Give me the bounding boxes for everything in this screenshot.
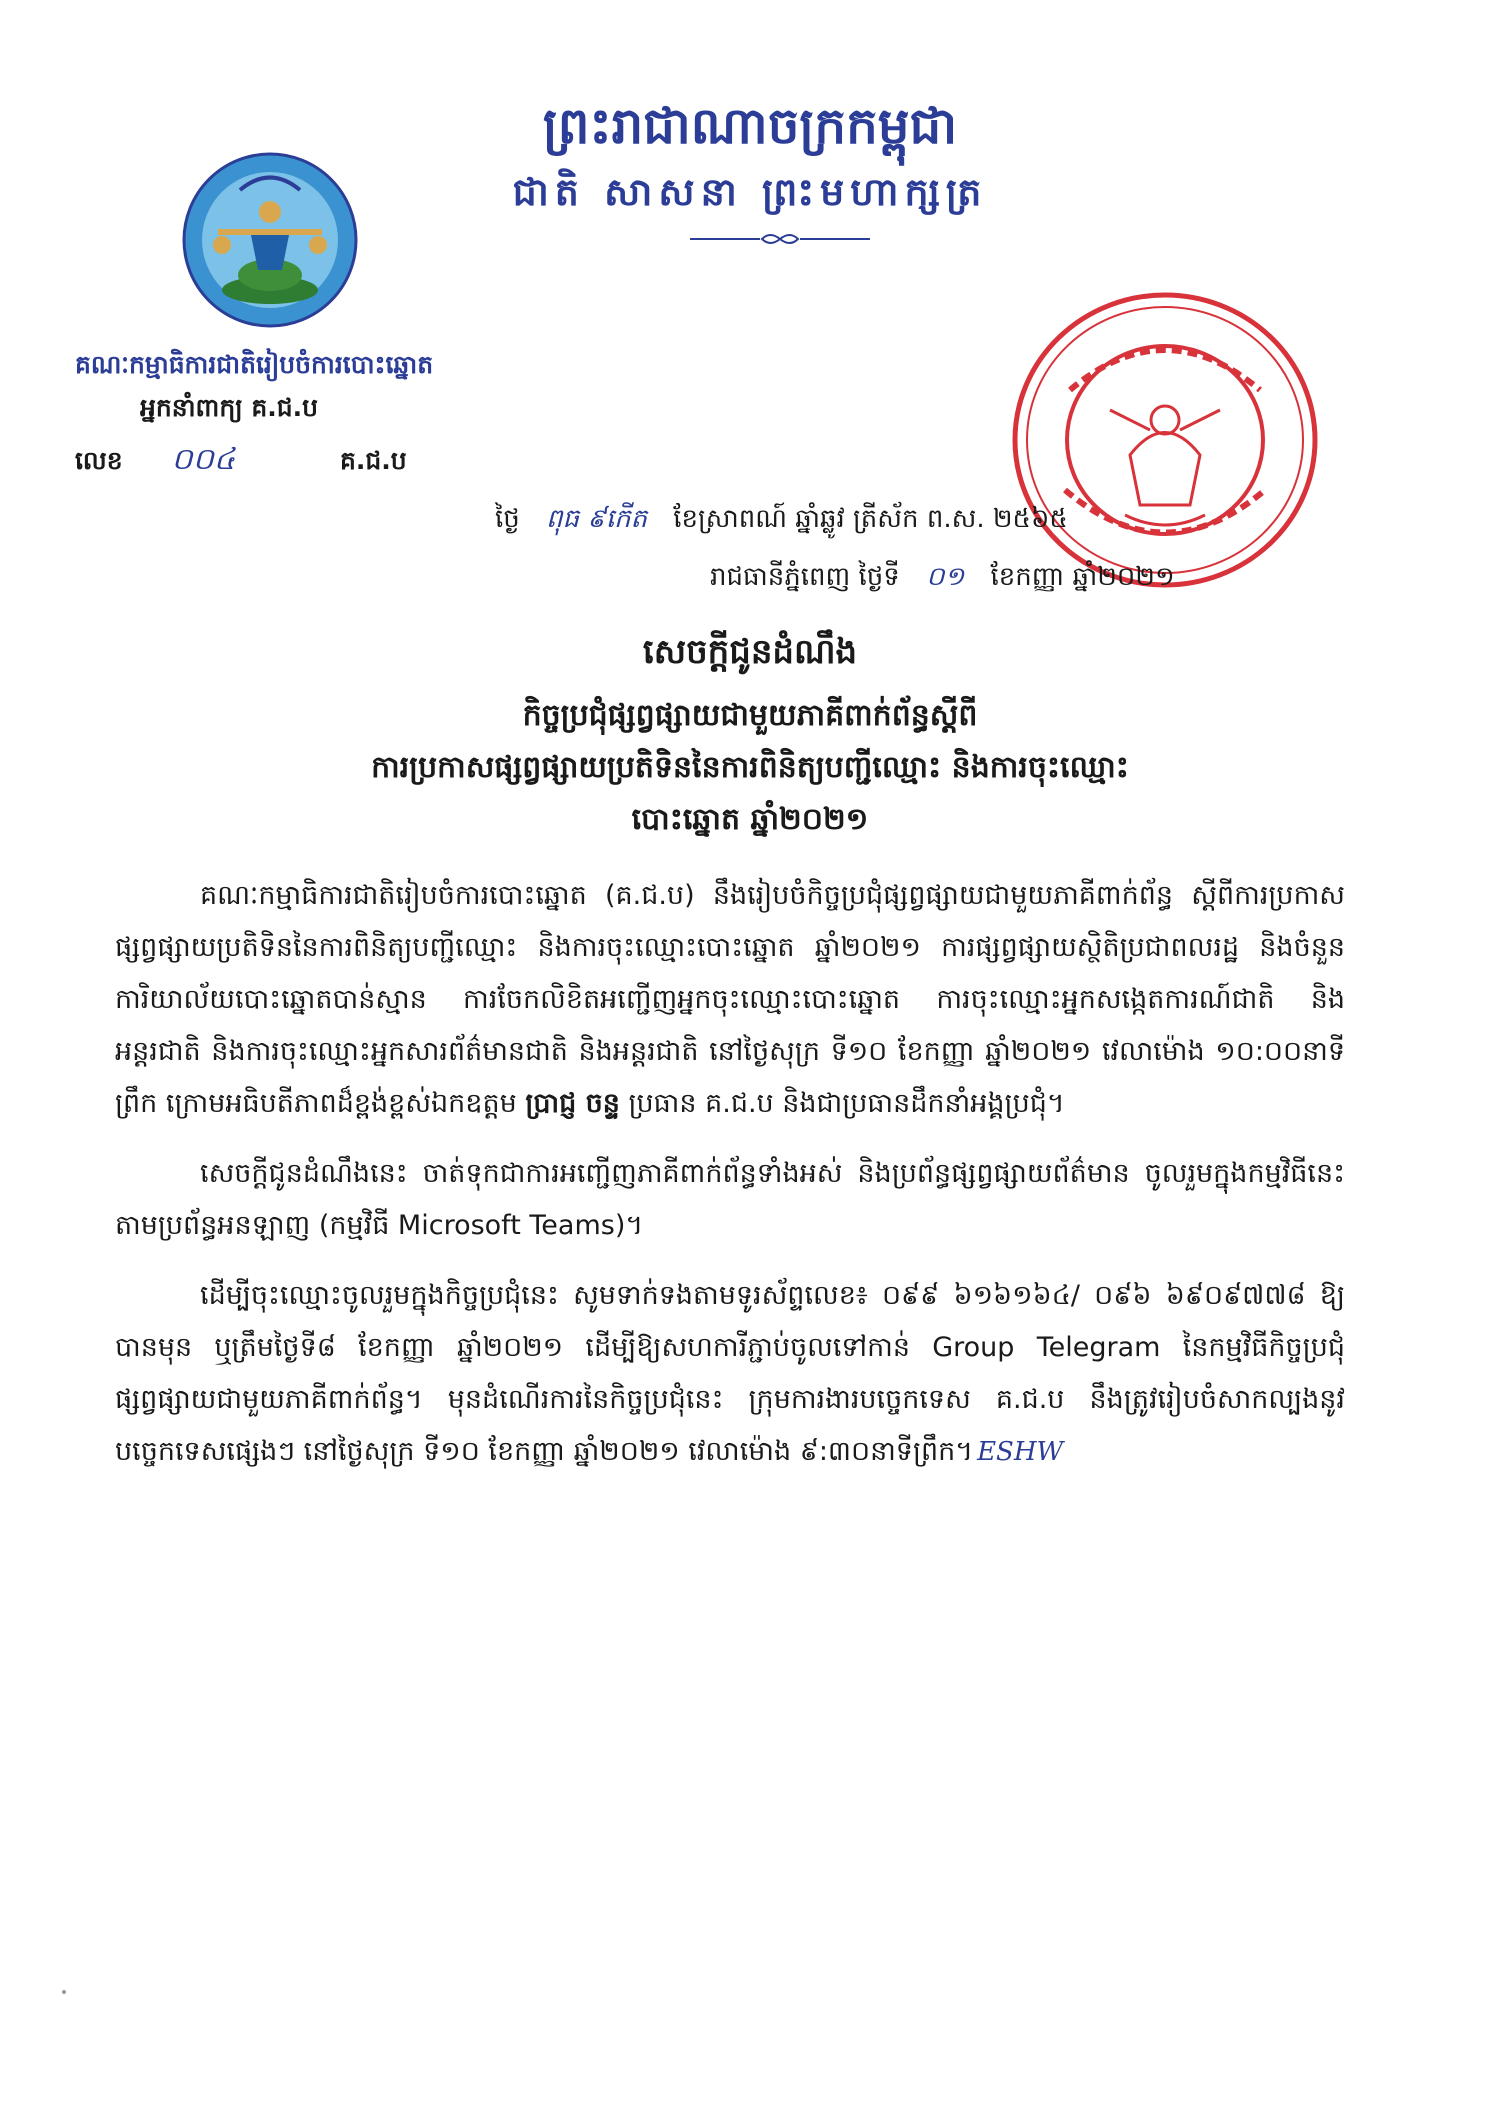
p1-text-end: ប្រធាន គ.ជ.ប និងជាប្រធានដឹកនាំអង្គប្រជុំ។ <box>628 1088 1065 1119</box>
document-body <box>115 870 1345 1496</box>
ornamental-divider-icon <box>690 230 870 248</box>
document-number-row <box>75 440 407 484</box>
lunar-handwritten-day: ពុធ ៩កើត <box>546 504 647 534</box>
subtitle-line-1: កិច្ចប្រជុំផ្សព្វផ្សាយជាមួយភាគីពាក់ព័ន្ធស្តីពី <box>522 698 978 733</box>
national-motto: ជាតិ សាសនា ព្រះមហាក្សត្រ <box>512 170 988 214</box>
document-number: ០០៤ <box>171 442 236 477</box>
handwritten-initials: ESHW <box>977 1437 1064 1467</box>
solar-handwritten-day: ០១ <box>926 562 965 592</box>
p1-text: គណៈកម្មាធិការជាតិរៀបចំការបោះឆ្នោត (គ.ជ.ប) នឹងរៀបចំកិច្ចប្រជុំផ្សព្វផ្សាយជាមួយភាគីពាក់ព័ន្ធ ស្តីពីការប្រកាសផ្សព្វផ្សាយប្រតិទិននៃការពិនិត្យបញ្ជីឈ្មោះ និងការចុះឈ្មោះបោះឆ្នោត ឆ្នាំ២០២១ ការផ្សព្វផ្សាយស្ថិតិប្រជាពលរដ្ឋ និងចំនួនការិយាល័យបោះឆ្នោតបាន់ស្មាន ការចែកលិខិតអញ្ជើញអ្នកចុះឈ្មោះបោះឆ្នោត ការចុះឈ្មោះអ្នកសង្កេតការណ៍ជាតិ និងអន្តរជាតិ និងការចុះឈ្មោះអ្នកសារព័ត៌មានជាតិ និងអន្តរជាតិ នៅថ្ងៃសុក្រ ទី១០ ខែកញ្ញា ឆ្នាំ២០២១ វេលាម៉ោង ១០:០០នាទីព្រឹក ក្រោមអធិបតីភាពដ៏ខ្ពង់ខ្ពស់ឯកឧត្តម <box>115 880 1345 1119</box>
body-paragraph-1 <box>115 870 1345 1130</box>
solar-prefix: រាជធានីភ្នំពេញ ថ្ងៃទី <box>710 562 900 592</box>
p3-text: ដើម្បីចុះឈ្មោះចូលរួមក្នុងកិច្ចប្រជុំនេះ សូមទាក់ទងតាមទូរស័ព្ទលេខ៖ ០៩៩ ៦១៦១៦៤/ ០៩៦ ៦៩០៩៧៧៨ ឱ្យបានមុន ឬត្រឹមថ្ងៃទី៨ ខែកញ្ញា ឆ្នាំ២០២១ ដើម្បីឱ្យសហការីភ្ជាប់ចូលទៅកាន់ Group Telegram នៃកម្មវិធីកិច្ចប្រជុំផ្សព្វផ្សាយជាមួយភាគីពាក់ព័ន្ធ។ មុនដំណើរការនៃកិច្ចប្រជុំនេះ ក្រុមការងារបច្ចេកទេស គ.ជ.ប នឹងត្រូវរៀបចំសាកល្បងនូវបច្ចេកទេសផ្សេងៗ នៅថ្ងៃសុក្រ ទី១០ ខែកញ្ញា ឆ្នាំ២០២១ វេលាម៉ោង ៩:៣០នាទីព្រឹក។ <box>115 1280 1345 1467</box>
body-paragraph-2: សេចក្តីជូនដំណឹងនេះ ចាត់ទុកជាការអញ្ជើញភាគីពាក់ព័ន្ធទាំងអស់ និងប្រព័ន្ធផ្សព្វផ្សាយព័ត៌មាន ចូលរួមក្នុងកម្មវិធីនេះ តាមប្រព័ន្ធអនឡាញ (កម្មវិធី Microsoft Teams)។ <box>115 1158 1345 1241</box>
spokesperson-label: អ្នកនាំពាក្យ គ.ជ.ប <box>140 393 318 422</box>
solar-date-rest: ខែកញ្ញា ឆ្នាំ២០២១ <box>990 562 1175 592</box>
official-red-seal-icon <box>1010 290 1320 590</box>
document-subtitle <box>120 690 1380 846</box>
document-title: សេចក្តីជូនដំណឹង <box>642 632 858 672</box>
number-suffix: គ.ជ.ប <box>340 446 407 475</box>
nec-emblem-icon <box>180 150 360 330</box>
subtitle-line-2: ការប្រកាសផ្សព្វផ្សាយប្រតិទិននៃការពិនិត្យបញ្ជីឈ្មោះ និងការចុះឈ្មោះ <box>371 750 1129 785</box>
subtitle-line-3: បោះឆ្នោត ឆ្នាំ២០២១ <box>631 802 869 837</box>
lunar-date-rest: ខែស្រាពណ៍ ឆ្នាំឆ្លូវ ត្រីស័ក ព.ស. ២៥៦៥ <box>673 504 1068 534</box>
lunar-prefix: ថ្ងៃ <box>495 504 520 534</box>
number-label: លេខ <box>75 446 123 475</box>
solar-date-line <box>710 560 1175 598</box>
body-paragraph-3 <box>115 1270 1345 1478</box>
scan-speck <box>62 1990 66 1994</box>
committee-name: គណៈកម្មាធិការជាតិរៀបចំការបោះឆ្នោត <box>75 350 434 379</box>
kingdom-heading: ព្រះរាជាណាចក្រកម្ពុជា <box>542 97 958 155</box>
chairman-name: ប្រាជ្ញ ចន្ទ <box>525 1088 620 1119</box>
lunar-date-line <box>495 502 1068 540</box>
